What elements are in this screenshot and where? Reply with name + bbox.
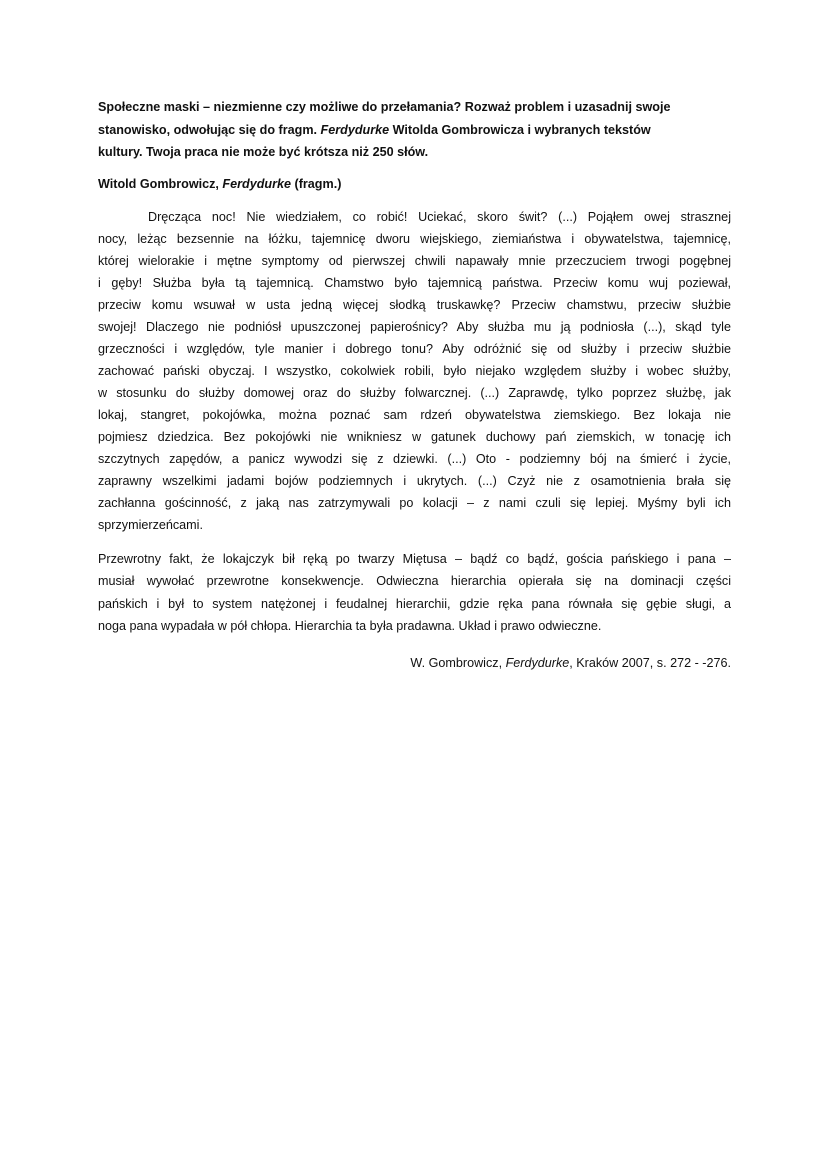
task-text: stanowisko, odwołując się do fragm. [98,122,321,137]
book-title: Ferdydurke [320,122,390,137]
text-line: i gęby! Służba była tą tajemnicą. Chamstwo było tajemnicą państwa. Przeciw komu wuj poziewał, [98,275,731,290]
citation-details: , Kraków 2007, s. 272 - -276. [569,656,731,671]
book-title: Ferdydurke [222,176,292,191]
text-line: noga pana wypadała w pół chłopa. Hierarchia ta była pradawna. Układ i prawo odwieczne. [98,618,602,633]
text-line: szczytnych zapędów, a panicz wywodzi się z dziewki. (...) Oto - podziemny bój na śmierć i życie, [98,451,731,466]
text-line: w stosunku do służby domowej oraz do służby folwarcznej. (...) Zaprawdę, tylko poprzez służbę, jak [98,385,731,400]
citation-author: W. Gombrowicz, [410,656,506,671]
text-line: zaprawny wszelkimi jadami bojów podziemnych i ukrytych. (...) Czyż nie z osamotnienia brała się [98,473,731,488]
text-line: sprzymierzeńcami. [98,517,203,532]
text-line: grzeczności i względów, tyle manier i dobrego tonu? Aby odróżnić się od służby i przeciw służbie [98,341,731,356]
author: Witold Gombrowicz, [98,176,223,191]
text-line: zachować pański obyczaj. I wszystko, cokolwiek robili, było niejako względem służby i wobec służby, [98,363,731,378]
text-line: Dręcząca noc! Nie wiedziałem, co robić! Uciekać, skoro świt? (...) Pojąłem owej strasznej [148,209,731,224]
excerpt-paragraph-1 [98,206,731,536]
task-line: Społeczne maski – niezmienne czy możliwe do przełamania? Rozważ problem i uzasadnij swoje [98,100,671,114]
text-line: której wielorakie i mętne symptomy od pierwszej chwili napawały mnie przeczuciem trwogi pogębnej [98,253,731,268]
excerpt-paragraph-2 [98,548,731,638]
text-line: pańskich i był to system natężonej i feudalnej hierarchii, gdzie ręka pana równała się gębie sługi, a [98,596,731,611]
excerpt-title [98,173,731,195]
citation [98,652,731,674]
text-line: pojmiesz dziedzica. Bez pokojówki nie wnikniesz w gatunek duchowy pań ziemskich, w tonację ich [98,429,731,444]
task-text: Witolda Gombrowicza i wybranych tekstów [389,122,651,137]
text-line: musiał wywołać przewrotne konsekwencje. Odwieczna hierarchia opierała się na dominacji części [98,574,731,589]
document-page [98,96,731,674]
fragment-note: (fragm.) [291,176,342,191]
task-line: kultury. Twoja praca nie może być krótsza niż 250 słów. [98,145,429,160]
text-line: zachłanna gościnność, z jaką nas zatrzymywali po kolacji – z nami czuli się lepiej. Myśmy byli ich [98,495,731,510]
book-title: Ferdydurke [505,656,570,671]
task-line [98,119,731,142]
text-line: przeciw komu wsuwał w usta jedną więcej słodką truskawkę? Przeciw chamstwu, przeciw służbie [98,297,731,312]
text-line: nocy, leżąc bezsennie na łóżku, tajemnicę dworu wiejskiego, ziemiaństwa i obywatelstwa, tajemnicę, [98,231,731,246]
text-line: swojej! Dlaczego nie podniósł upuszczonej papierośnicy? Aby służba mu ją podniosła (...), skąd tyle [98,319,731,334]
text-line: lokaj, stangret, pokojówka, można poznać sam rdzeń obywatelstwa ziemskiego. Bez lokaja nie [98,407,731,422]
essay-task [98,96,731,164]
text-line: Przewrotny fakt, że lokajczyk bił ręką po twarzy Miętusa – bądź co bądź, gościa pańskiego i pana – [98,551,731,566]
